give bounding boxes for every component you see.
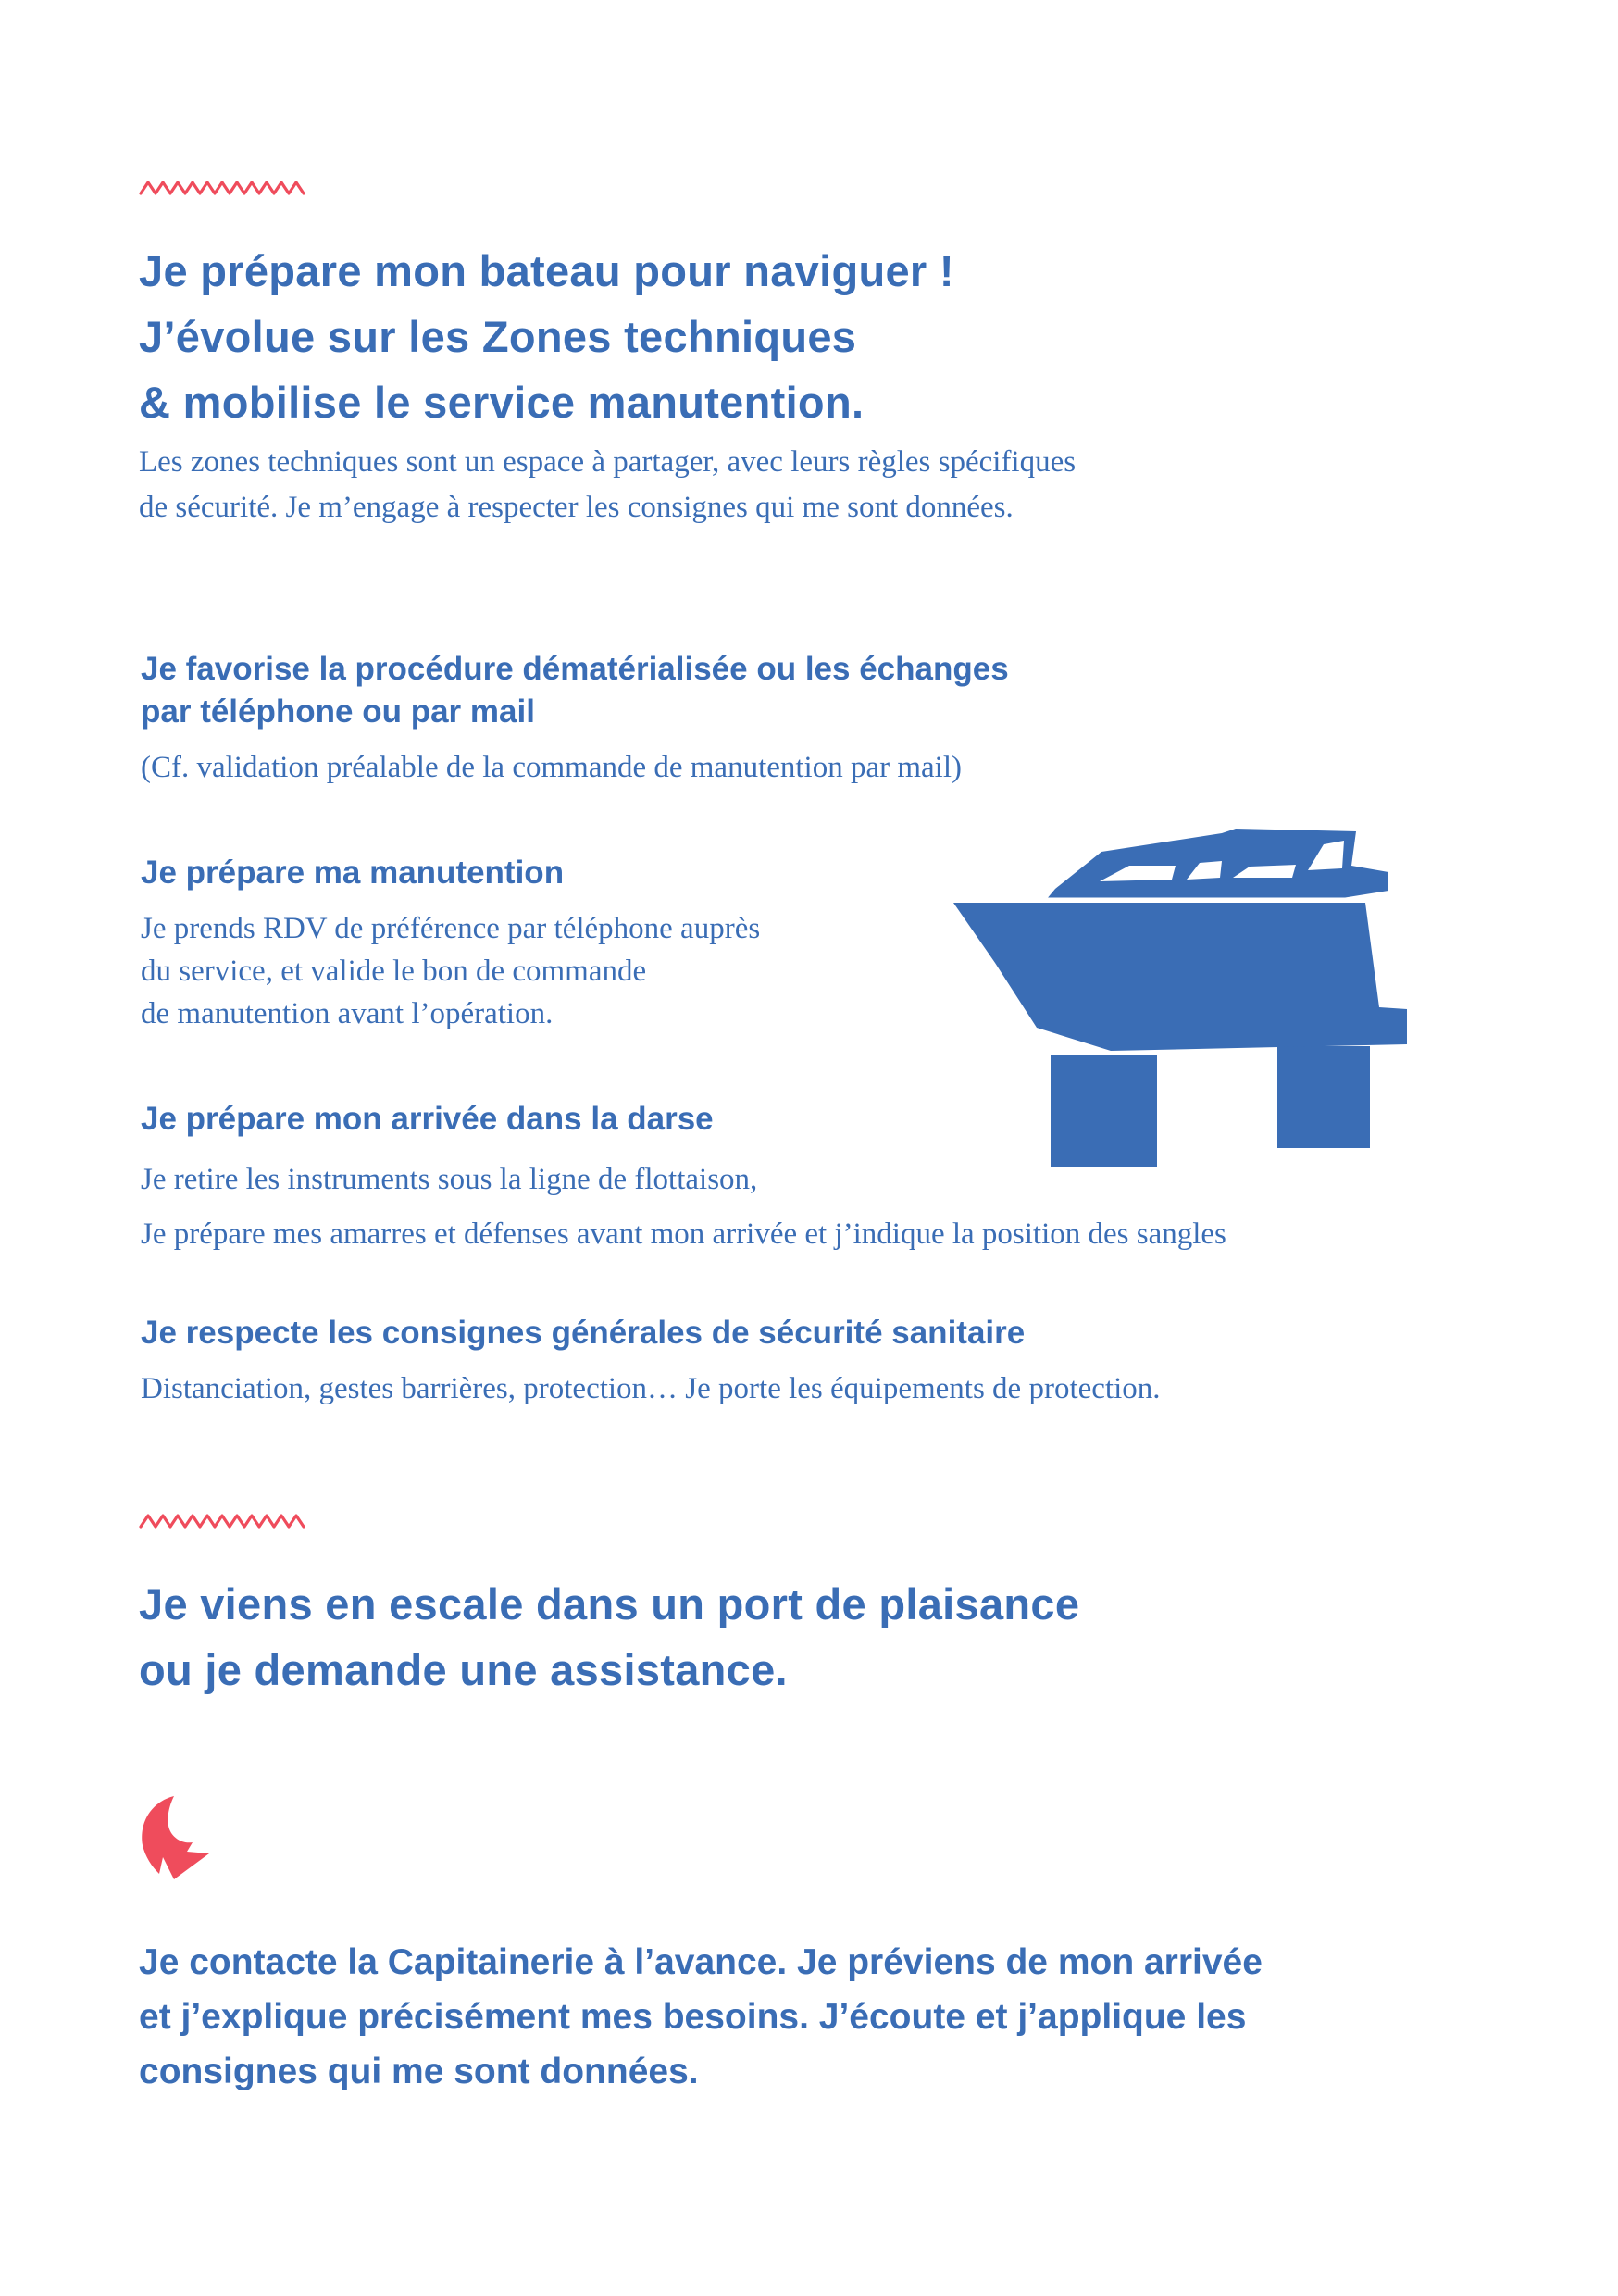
heading-sanitary-safety [141,1312,1025,1354]
title-line: J’évolue sur les Zones techniques [139,312,857,361]
body-prepare-arrival [141,1153,1226,1262]
heading-prepare-handling [141,852,564,894]
body-line: Je prends RDV de préférence par téléphone auprès [141,912,761,945]
heading-dematerialized-procedure [141,648,1009,733]
heading-line: Je prépare ma manutention [141,855,565,891]
section-title-technical-zones [139,238,954,435]
heading-line: Je favorise la procédure dématérialisée ou les échanges [141,651,1009,687]
body-line: (Cf. validation préalable de la commande de manutention par mail) [141,751,963,784]
zigzag-divider [139,179,305,197]
closing-paragraph [139,1935,1263,2099]
heading-line: Je respecte les consignes générales de sécurité sanitaire [141,1315,1026,1351]
body-line: de manutention avant l’opération. [141,997,554,1030]
body-line: Je retire les instruments sous la ligne de flottaison, [141,1163,758,1196]
title-line: ou je demande une assistance. [139,1645,788,1694]
closing-line: et j’explique précisément mes besoins. J’écoute et j’applique les [139,1997,1247,2037]
zigzag-divider [139,1512,305,1530]
title-line: Je prépare mon bateau pour naviguer ! [139,246,954,295]
body-line: Je prépare mes amarres et défenses avant mon arrivée et j’indique la position des sangles [141,1217,1226,1251]
intro-line: de sécurité. Je m’engage à respecter les consignes qui me sont données. [139,491,1014,524]
heading-prepare-arrival [141,1098,714,1141]
body-line: Distanciation, gestes barrières, protection… Je porte les équipements de protection. [141,1372,1161,1405]
closing-line: consignes qui me sont données. [139,2052,699,2091]
body-sanitary-safety [141,1367,1161,1410]
speech-bubble-icon [137,1794,211,1879]
section-title-stopover [139,1571,1079,1703]
intro-paragraph [139,440,1076,530]
body-line: du service, et valide le bon de commande [141,955,647,988]
intro-line: Les zones techniques sont un espace à partager, avec leurs règles spécifiques [139,445,1077,479]
boat-on-stands-icon [944,815,1412,1167]
heading-line: Je prépare mon arrivée dans la darse [141,1101,714,1137]
body-prepare-handling [141,907,760,1035]
body-dematerialized-procedure [141,745,962,790]
title-line: & mobilise le service manutention. [139,378,865,427]
closing-line: Je contacte la Capitainerie à l’avance. Je préviens de mon arrivée [139,1942,1263,1982]
title-line: Je viens en escale dans un port de plaisance [139,1579,1080,1628]
heading-line: par téléphone ou par mail [141,693,535,730]
